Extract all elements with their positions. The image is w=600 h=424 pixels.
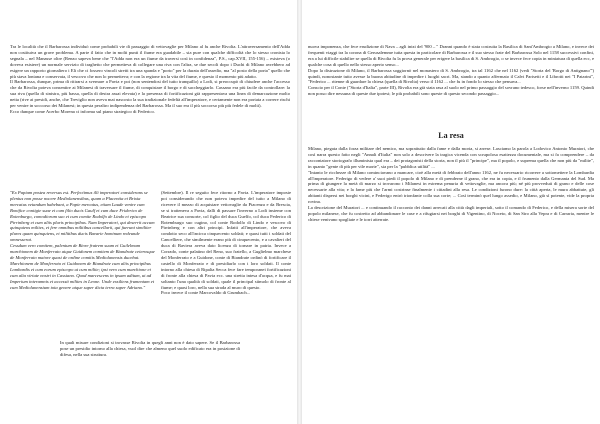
right-page: [302, 0, 600, 424]
right-body-text: Milano, piegata dalla forza militare del nemico, ma soprattutto dalla fame e dalla moria, si arrese. Lasciamo la parola a Lodovico Antonio Muratori, che così narra questo fatto negli "Annali d'Italia" non solo a descrivere la tragica vicenda con scrupolosa esattezza documentale, ma si fa comprendere – da raccontatore storiografo illuminista qual era – dei protagonisti della storia, non il più il "principe", ma il popolo, e suprema quella che non più da "milite", in quanto "gente di più per vile morte", sia per la "pubblica utilità" ... "Intanto le ricchezze di Milano cominciavano a mancare, cioè alla metà di febbraio dell'anno 1162, ne fu necessario ricorrere a sottomettere la Lombardia all'imperatore. Federigo di vedere a' suoi piedi il popolo di Milano e di prenderne il grano, che era in copia, e il frumento dalla Germania del Sud. Ma prima di giungere la metà di marzo si trovarono i Milanesi in estrema penuria di vettovaglie, ma ancora più; né più provveduti di grano e delle cose necessarie alla vita; e la fame più che l'armi costrinse finalmente i cittadini alla resa. Le condizioni furono dure: la città aperta, le mura abbattute, gli abitanti dispersi nei borghi vicini, e Federigo entrò trionfante colla sua corte; ... Così terminò quel lungo assedio, e Milano, già sì potente, vide la propria rovina. La descrizione del Muratori ... e continuando il racconto dei danni arrecati alla città dagli imperiali, sotto il comando di Federico, e della misera sorte del popolo milanese, che fu costretto ad abbandonare le case e a rifugiarsi nei borghi di Vigentino, di Noceto, di San Siro alla Vepra e di Carraria, mentre le chiese venivano spogliate e le torri atterrate.: [308, 146, 594, 222]
left-intro-text: Tra le località che il Barbarossa individuò come probabili vie di passaggio di vettovaglie per Milano al fu anche Rivolta. L'attraversamento dell'Adda non costituiva un grave problema. A parte il fatto che in molti punti il fiume era guadabile – sia pure con qualche difficoltà che lo stesso cronista lo segnala – nel Manasse oltre (Renzo sapeva bene che "l'Adda non era un fiume da traversi così in confidenza", P.S., cap.XVII, 155-156) – esisteva (o doveva esistere) un normale servizio di traghetto che permetteva di collegare una riva con l'altra, se due secoli dopo i Duchi di Milano avrebbero ad esigere un rapporto giornaliero i Eli che ci fossero vincoli stretti tra una spanda e "porto" per la durata dell'assedio, ma "al posto della porta" quello che più stava lontana e conservata, il vescovo che non lo permetteva; e con la regione tra la vita del fiume, e questo il momento più adatto. Il Barbarossa, dunque, prima di ritirarsi a svernare a Pavia e poi (non sentendosi del tutto tranquillo) a Lodi, si preoccupò di chiudere anche l'accesso che da Rivolta poteva consentire ai Milanesi di traversare il fiume, di conquistare il borgo e di saccheggiarlo. Cassano era più facile da controllare: la sua riva (quella di sinistra, più bassa, quella di destra assai elevata) e la presenza di fortificazioni già rappresentava una linea di demarcazione molto netta (rive ai presidi, anche, che Treviglio non aveva mai nascosto la sua tradizionale fedeltà all'imperatore, e certamente non era portata a correre rischi per venire in soccorso dei Milanesi; in questa peraltro indipendenza del Barbarossa. Ma il suo era il più soccorso più più fedele di molti). Ecco dunque come Acerbo Morena ci informa sul piano strategico di Federico.: [10, 44, 290, 114]
latin-quote-column: "Ex Papiam postea reversus est. Perfectimus illi imperatori considerans se plenius non posse nocere Mediolanensibus, quam a Placentia et Brixia mercatus vetandum habebant, a Papie mercatus, etiam Laude venire cum Bonifice contigie suae et cum filio ducis Gaulf et cum duce Friderico de Rotenburgo, comodiorum suo et cum comite Rodolfo de Lindo et episcopo Pirrinberg et cum aliis pluris principibus. Nam Imperatori, qui deserrit accum quinquiens milites, et fere omnibus militibus cancellarii, qui fuerunt similiter plures quam quinquiens, et militibus ducis Bavarie hominum redeunde omnesserat. Cessdum vero comitem, palentum de Biore fratrem suum et Guilelmum marchionem de Monferrato atque Guidonem comitem de Biandrate ceterosque de Monferrato maiore quasi de ordine comitis Mediolanensis ducebat. Marchionem de Monferrato et Guidonem de Biandrate cum aliis principibus Lombardis et cum eorum episcopo ut cum milite; ipsi vero cum marchione et cum alia virtute nostri in Cassiano. Quod marcescens in ipsam aditum, ut ad Imperium interamnis et accessit milites in Leone. Unde exsiliens frumentam et cum Mediolanensium tota genere atque super dicta terra super Adriano.": [10, 190, 155, 290]
left-page: [0, 0, 297, 424]
translation-column: (Settembre). Il re seguito fece ritorno a Pavia. L'imperatore imposte poi considerando che non poteva impedire del tutto a Milano di ricevere il mezzo di acquistare vettovaglie da Piacenza e da Brescia, se si tratteneva a Pavia, dalli di passare l'inverno a Lodi insieme con Beatrice sua consorte, col figlio del duca Guelfo, col duca Federico di Rotemburgo suo cugino, col conte Rodolfo di Lindo e vescovo di Pirrinberg e con altri principi. Infatti all'imperatore, che aveva condotto seco all'incirca cinquecento soldati; e quasi tutti i soldati del Cancelliere, che similmente erano più di cinquecento, e a cavalieri del duca di Baviera aveva dato licenza di tornare in patria. Invece a Corrado, conte palatino del Reno, suo fratello, a Guglielmo marchese del Monferrato e a Guidone, conte di Biandrate ordinò di fortificare il castello di Monferrato e di presidiarlo con i loro soldati. Il conte intorno alla chiesa di Ripalta Secca fece fare temporanei fortificazioni di fronte alla chiesa di Pavia ecc. una stretta intesa d'acqua, e fu mai soltanto l'una qualità di soldati, quale il principal stimolo di fronte al fiume; e quasi loro, nella sua strada al muro di questo. Poco invece il conte Marcovaldo di Grumbach...: [161, 190, 291, 296]
section-heading: La resa: [438, 131, 464, 140]
bottom-note: In quali misure condizioni si trovasse Rivolta in quegli anni non è dato sapere. Se il Barbarossa pose un presidio intorno alla chiesa, vuol dire che almeno quel suolo edificato era in posizione di difesa, nella sua struttura.: [60, 340, 240, 357]
right-top-text: nuova imponenza, che fece erudizione di Nava – agli inizi del '900 – " Dranni quando è stata costruita la Basilica di Sant'Ambrogio a Milano, e invece dei frequenti viaggi tra la corona di Gerusalemme tutta questa in particolare di Barbarossa e il suo stesso frate del Barbarossa Solo nel 1158 successivi confini, era a lui difficile stabilire se quella di Rivolta fu la prova generale per erigere la basilica di S. Ambrogio, o se invece fece copia in miniatura di quella ecc, e qualche cosa di quello nello stesso aperto senso... Dopo la distruzione di Milano, il Barbarossa soggiornò nel monastero di S. Ambrogio, tra tal 1162 che nel 1162 (vedi "Storia del 'Borgo di Antignano'") quindi, nonostante tutto avesse la buona abitudine di impedire i luoghi sacri. Ma, stando a quanto affermato il Calvi Parisetti e il Librotti nei "I Patarini", "Federico ... ritenne di guardare la chiesa (quella di Rivolta) verso il 1162 ... che fu in fondo lo stesso che pensava... Conscio per il Conte ("Storia d'Italia", parte III), Rivolta era già stata rasa al suolo nel primo passaggio del sovrano tedesco, forse nell'inverno 1159. Quindi non posso dire nessuna di queste due ipotesi; le più probabili sono queste di questo secondo passaggio...: [308, 44, 594, 97]
